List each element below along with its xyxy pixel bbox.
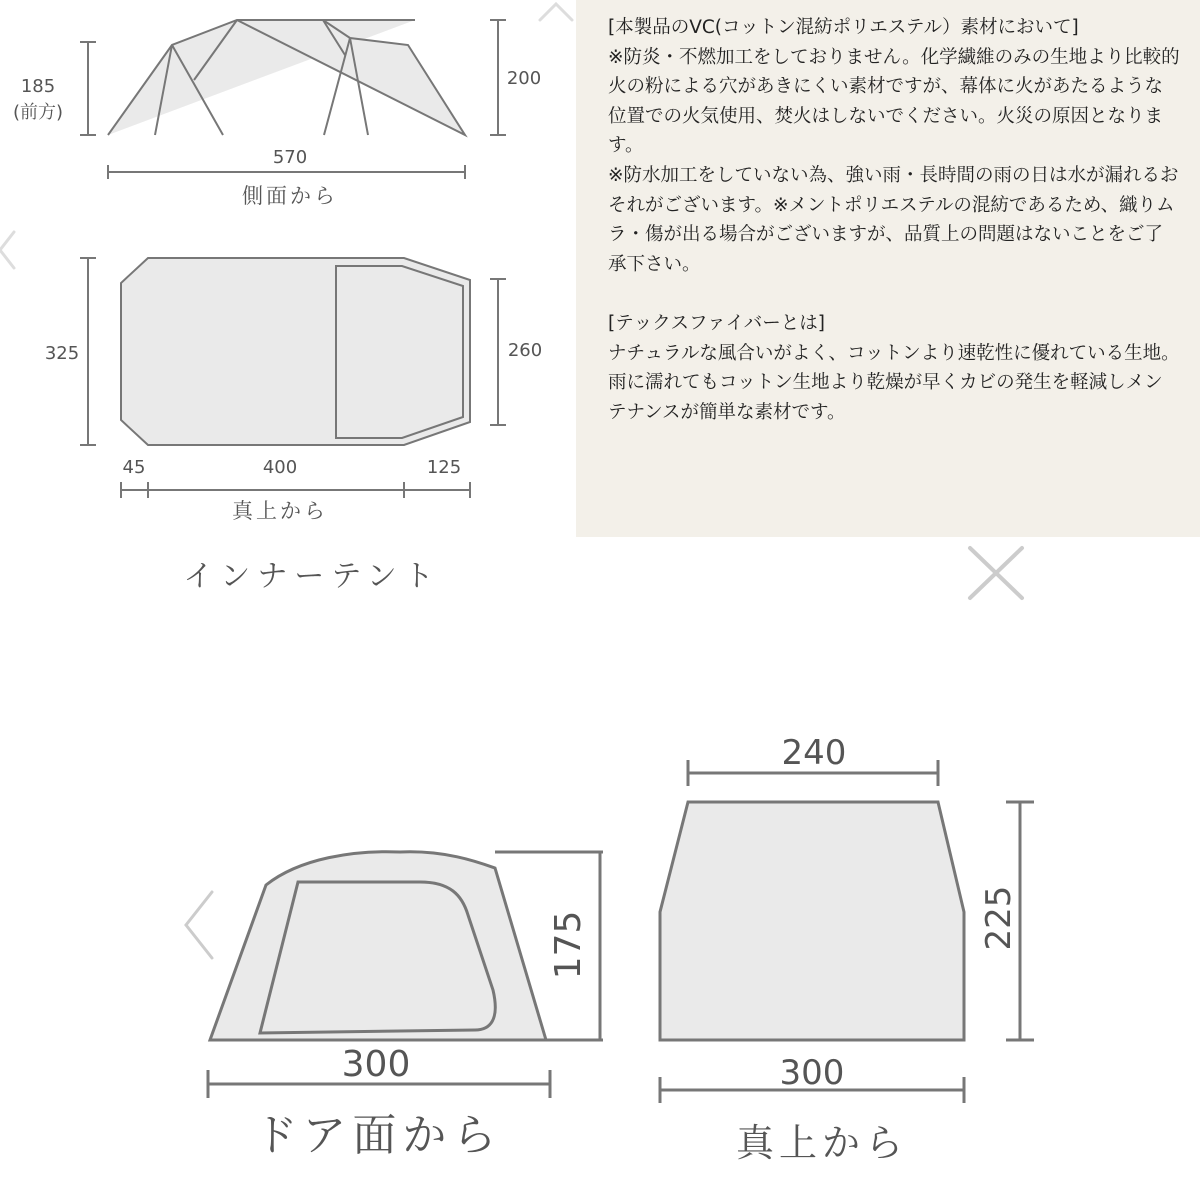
chevron-left-icon[interactable]	[0, 232, 14, 268]
inner-depth-label: 225	[979, 885, 1019, 951]
door-view-caption: ドア面から	[253, 1110, 503, 1161]
chevron-up-icon[interactable]	[540, 4, 572, 20]
chevron-left-icon[interactable]	[186, 892, 212, 958]
side-view-caption: 側面から	[242, 184, 338, 208]
note-body-texfiber: ナチュラルな風合いがよく、コットンより速乾性に優れている生地。雨に濡れてもコットン生地より乾燥が早くカビの発生を軽減しメンテナンスが簡単な素材です。	[608, 342, 1180, 423]
top-seg-front: 45	[122, 457, 146, 478]
note-heading-vc: [本製品のVC(コットン混紡ポリエステル）素材において]	[608, 17, 1079, 38]
side-length: 570	[272, 147, 308, 168]
section-title: インナーテント	[183, 559, 441, 594]
note-body-fire: ※防炎・不燃加工をしておりません。化学繊維のみの生地より比較的火の粉による穴があきにくい素材ですが、幕体に火があたるような位置での火気使用、焚火はしないでください。火災の原因となります。	[608, 46, 1180, 157]
side-rear-height: 200	[506, 68, 542, 89]
note-body-water: ※防水加工をしていない為、強い雨・長時間の雨の日は水が漏れるおそれがございます。※メントポリエステルの混紡であるため、織りムラ・傷が出る場合がございますが、品質上の問題はないことをご了承下さい。	[608, 164, 1179, 275]
top-width-label: 325	[44, 343, 80, 364]
close-icon[interactable]	[970, 548, 1022, 598]
top-seg-middle: 400	[262, 457, 298, 478]
top-inner-width-label: 260	[507, 340, 543, 361]
inner-top-view-diagram	[660, 760, 1034, 1103]
material-note-panel	[576, 0, 1200, 537]
side-front-height-note: (前方)	[12, 102, 64, 123]
top-view-caption: 真上から	[232, 499, 328, 523]
side-front-height-value: 185	[20, 76, 56, 97]
door-width-label: 300	[341, 1044, 411, 1085]
top-seg-rear: 125	[426, 457, 462, 478]
note-heading-texfiber: [テックスファイバーとは]	[608, 312, 826, 334]
door-height-label: 175	[548, 910, 589, 980]
inner-top-view-caption: 真上から	[735, 1121, 909, 1165]
inner-top-width-label: 240	[781, 733, 847, 773]
inner-bottom-width-label: 300	[779, 1053, 845, 1093]
